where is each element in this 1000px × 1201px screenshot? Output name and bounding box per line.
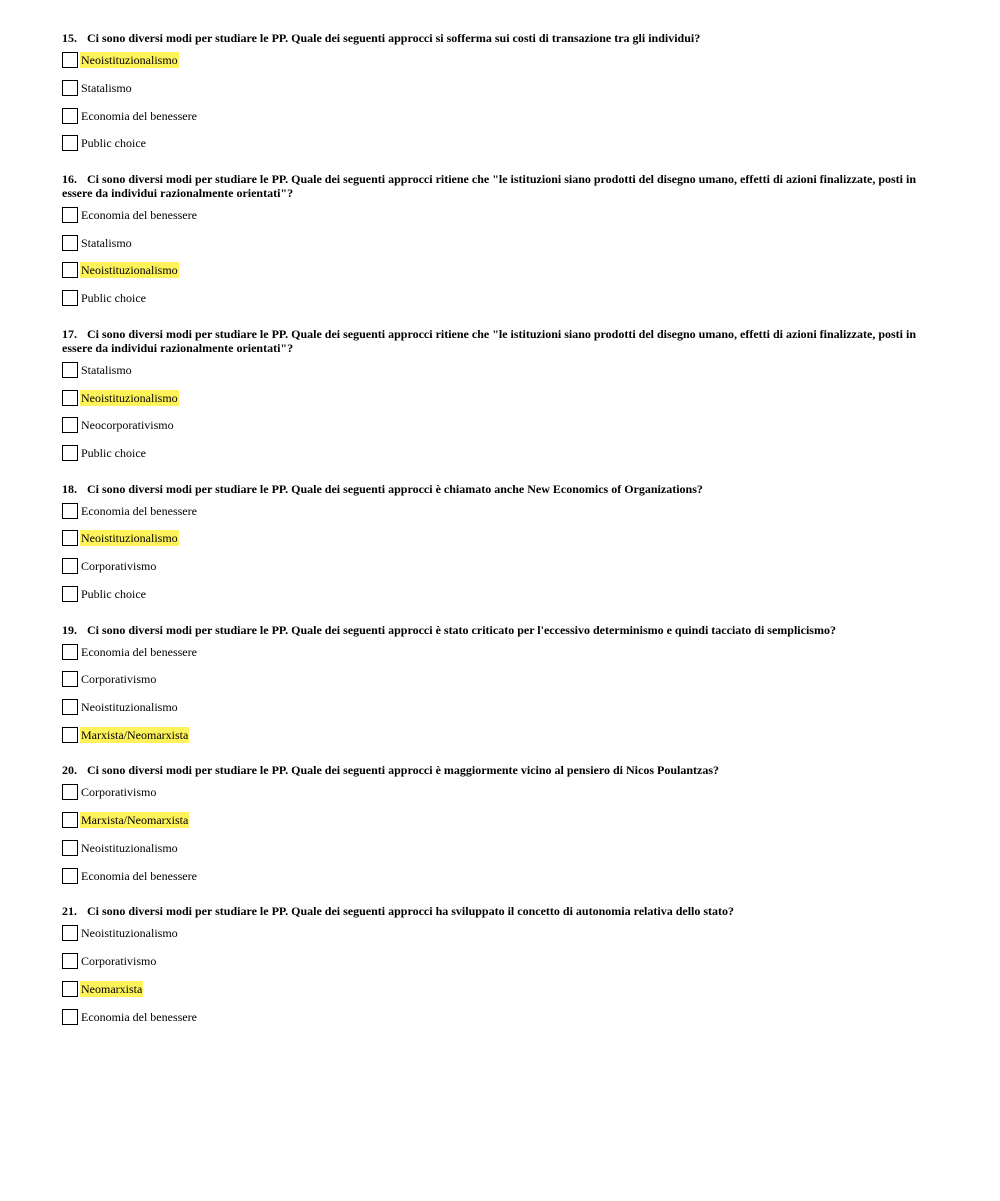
question-7-option-2[interactable] xyxy=(62,953,937,969)
question-number: 17. xyxy=(62,326,77,341)
answer-options xyxy=(62,52,937,151)
answer-checkbox[interactable] xyxy=(62,727,78,743)
question-4-option-3[interactable] xyxy=(62,558,937,574)
answer-checkbox[interactable] xyxy=(62,417,78,433)
question-text: Ci sono diversi modi per studiare le PP. Quale dei seguenti approcci ritiene che "le istituzioni siano prodotti del disegno umano, effetti di azioni finalizzate, posti in essere da individui razionalmente orientati"? xyxy=(62,326,916,355)
answer-checkbox[interactable] xyxy=(62,840,78,856)
question-2-option-3[interactable] xyxy=(62,262,937,278)
answer-options xyxy=(62,644,937,743)
answer-label: Economia del benessere xyxy=(81,207,197,222)
question-text-line xyxy=(62,31,937,45)
question-text-line xyxy=(62,482,937,496)
question-4 xyxy=(62,482,937,602)
answer-label-highlighted: Neoistituzionalismo xyxy=(81,263,178,278)
answer-checkbox[interactable] xyxy=(62,262,78,278)
question-text: Ci sono diversi modi per studiare le PP. Quale dei seguenti approcci è maggiormente vicino al pensiero di Nicos Poulantzas? xyxy=(87,763,719,778)
answer-checkbox[interactable] xyxy=(62,644,78,660)
quiz-questions xyxy=(62,31,937,1045)
answer-label-highlighted: Neoistituzionalismo xyxy=(81,390,178,405)
question-3 xyxy=(62,327,937,461)
answer-label: Public choice xyxy=(81,136,146,151)
question-number: 20. xyxy=(62,763,77,778)
answer-checkbox[interactable] xyxy=(62,868,78,884)
answer-checkbox[interactable] xyxy=(62,1009,78,1025)
answer-label: Neoistituzionalismo xyxy=(81,841,178,856)
question-text: Ci sono diversi modi per studiare le PP. Quale dei seguenti approcci ha sviluppato il concetto di autonomia relativa dello stato? xyxy=(87,904,735,919)
question-2 xyxy=(62,172,937,306)
question-6-option-4[interactable] xyxy=(62,868,937,884)
answer-options xyxy=(62,784,937,883)
answer-label-highlighted: Neoistituzionalismo xyxy=(81,53,178,67)
question-1-option-3[interactable] xyxy=(62,108,937,124)
answer-label: Statalismo xyxy=(81,80,132,95)
question-1 xyxy=(62,31,937,151)
question-5-option-3[interactable] xyxy=(62,699,937,715)
answer-label: Economia del benessere xyxy=(81,1009,197,1024)
answer-label: Public choice xyxy=(81,291,146,306)
question-6 xyxy=(62,763,937,883)
question-4-option-4[interactable] xyxy=(62,586,937,602)
answer-checkbox[interactable] xyxy=(62,390,78,406)
answer-label: Corporativismo xyxy=(81,559,157,574)
answer-checkbox[interactable] xyxy=(62,503,78,519)
answer-label: Neoistituzionalismo xyxy=(81,700,178,715)
answer-label: Public choice xyxy=(81,587,146,602)
question-6-option-2[interactable] xyxy=(62,812,937,828)
question-5-option-1[interactable] xyxy=(62,644,937,660)
question-4-option-2[interactable] xyxy=(62,530,937,546)
question-3-option-4[interactable] xyxy=(62,445,937,461)
question-1-option-4[interactable] xyxy=(62,135,937,151)
answer-checkbox[interactable] xyxy=(62,135,78,151)
answer-checkbox[interactable] xyxy=(62,981,78,997)
question-number: 19. xyxy=(62,622,77,637)
question-text-line xyxy=(62,623,937,637)
answer-options xyxy=(62,503,937,602)
question-3-option-2[interactable] xyxy=(62,390,937,406)
answer-checkbox[interactable] xyxy=(62,362,78,378)
question-text-line xyxy=(62,327,937,355)
answer-checkbox[interactable] xyxy=(62,108,78,124)
answer-checkbox[interactable] xyxy=(62,586,78,602)
question-2-option-4[interactable] xyxy=(62,290,937,306)
question-5-option-4[interactable] xyxy=(62,727,937,743)
question-3-option-1[interactable] xyxy=(62,362,937,378)
question-text: Ci sono diversi modi per studiare le PP. Quale dei seguenti approcci ritiene che "le istituzioni siano prodotti del disegno umano, effetti di azioni finalizzate, posti in essere da individui razionalmente orientati"? xyxy=(62,171,916,200)
answer-label: Economia del benessere xyxy=(81,108,197,123)
answer-checkbox[interactable] xyxy=(62,530,78,546)
answer-label: Statalismo xyxy=(81,362,132,377)
question-1-option-2[interactable] xyxy=(62,80,937,96)
answer-checkbox[interactable] xyxy=(62,235,78,251)
answer-checkbox[interactable] xyxy=(62,812,78,828)
answer-label: Neoistituzionalismo xyxy=(81,926,178,941)
question-1-option-1[interactable] xyxy=(62,52,937,68)
question-7-option-3[interactable] xyxy=(62,981,937,997)
question-7-option-4[interactable] xyxy=(62,1009,937,1025)
answer-checkbox[interactable] xyxy=(62,699,78,715)
answer-label-highlighted: Neoistituzionalismo xyxy=(81,531,178,546)
question-text-line xyxy=(62,904,937,918)
question-2-option-1[interactable] xyxy=(62,207,937,223)
answer-label: Economia del benessere xyxy=(81,644,197,659)
answer-label-highlighted: Marxista/Neomarxista xyxy=(81,727,189,742)
answer-checkbox[interactable] xyxy=(62,953,78,969)
question-text-line xyxy=(62,763,937,777)
question-text: Ci sono diversi modi per studiare le PP. Quale dei seguenti approcci si sofferma sui costi di transazione tra gli individui? xyxy=(87,31,701,45)
answer-options xyxy=(62,207,937,306)
answer-label: Public choice xyxy=(81,446,146,461)
question-number: 21. xyxy=(62,904,77,919)
answer-checkbox[interactable] xyxy=(62,784,78,800)
answer-label: Neocorporativismo xyxy=(81,418,174,433)
answer-checkbox[interactable] xyxy=(62,52,78,68)
answer-checkbox[interactable] xyxy=(62,671,78,687)
question-text-line xyxy=(62,172,937,200)
answer-checkbox[interactable] xyxy=(62,558,78,574)
answer-label: Corporativismo xyxy=(81,672,157,687)
question-number: 18. xyxy=(62,481,77,496)
question-7 xyxy=(62,904,937,1024)
answer-label-highlighted: Neomarxista xyxy=(81,981,143,996)
question-3-option-3[interactable] xyxy=(62,417,937,433)
answer-checkbox[interactable] xyxy=(62,445,78,461)
answer-label: Economia del benessere xyxy=(81,503,197,518)
answer-checkbox[interactable] xyxy=(62,925,78,941)
answer-checkbox[interactable] xyxy=(62,207,78,223)
question-2-option-2[interactable] xyxy=(62,235,937,251)
question-7-option-1[interactable] xyxy=(62,925,937,941)
answer-options xyxy=(62,925,937,1024)
answer-checkbox[interactable] xyxy=(62,290,78,306)
answer-options xyxy=(62,362,937,461)
question-text: Ci sono diversi modi per studiare le PP. Quale dei seguenti approcci è stato criticato per l'eccessivo determinismo e quindi tacciato di semplicismo? xyxy=(87,622,836,637)
question-6-option-1[interactable] xyxy=(62,784,937,800)
question-number: 16. xyxy=(62,171,77,186)
question-6-option-3[interactable] xyxy=(62,840,937,856)
answer-label: Corporativismo xyxy=(81,785,157,800)
answer-checkbox[interactable] xyxy=(62,80,78,96)
answer-label: Economia del benessere xyxy=(81,868,197,883)
question-4-option-1[interactable] xyxy=(62,503,937,519)
question-number: 15. xyxy=(62,31,77,45)
answer-label-highlighted: Marxista/Neomarxista xyxy=(81,813,189,828)
question-5-option-2[interactable] xyxy=(62,671,937,687)
question-text: Ci sono diversi modi per studiare le PP. Quale dei seguenti approcci è chiamato anche New Economics of Organizations? xyxy=(87,481,703,496)
answer-label: Corporativismo xyxy=(81,954,157,969)
answer-label: Statalismo xyxy=(81,235,132,250)
question-5 xyxy=(62,623,937,743)
